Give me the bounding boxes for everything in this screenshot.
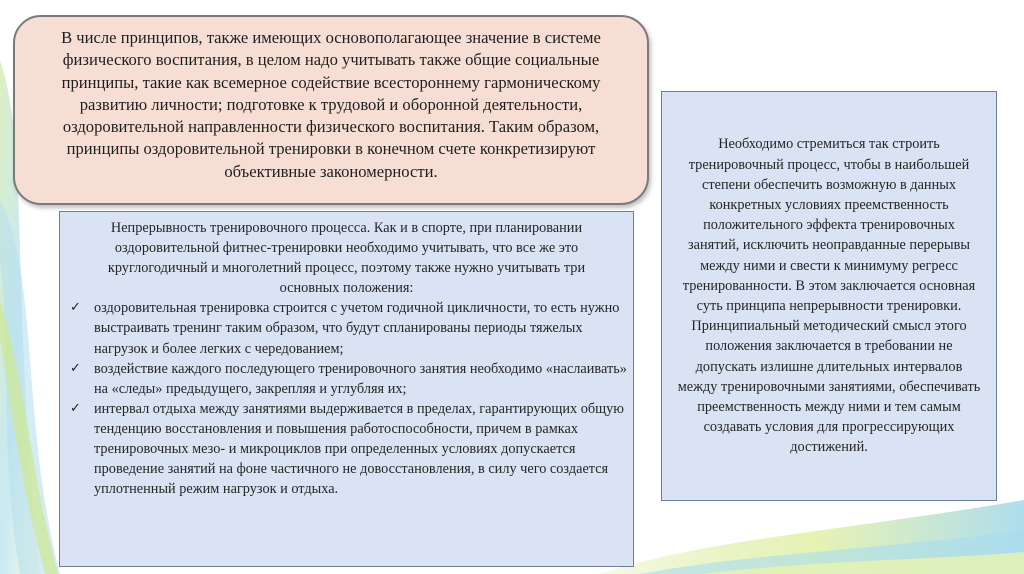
continuity-intro-text: Непрерывность тренировочного процесса. Как и в спорте, при планировании оздоровительной фитнес-тренировки необходимо учитывать, что все же это круглогодичный и многолетний процесс, поэтому также нужно учитывать три основных положения: xyxy=(107,220,586,297)
list-item xyxy=(66,359,627,399)
continuity-explanation-box xyxy=(661,91,997,501)
check-icon: ✓ xyxy=(70,360,81,376)
intro-principles-box xyxy=(13,15,649,205)
list-item xyxy=(66,399,627,499)
intro-principles-text: В числе принципов, также имеющих основополагающее значение в системе физического воспитания, в целом надо учитывать также общие социальные принципы, такие как всемерное содействие всестороннему гармоническому развитию личности; подготовке к трудовой и оборонной деятельности, оздоровительной направленности физического воспитания. Таким образом, принципы оздоровительной тренировки в конечном счете конкретизируют объективные закономерности. xyxy=(61,28,601,181)
list-item xyxy=(66,298,627,358)
check-icon: ✓ xyxy=(70,400,81,416)
continuity-principle-box xyxy=(59,211,634,567)
check-icon: ✓ xyxy=(70,300,81,316)
bullet-text: интервал отдыха между занятиями выдерживается в пределах, гарантирующих общую тенденцию восстановления и повышения работоспособности, причем в рамках тренировочных мезо- и микроциклов при определенных условиях допускается проведение занятий на фоне частичного не довосстановления, в силу чего создается уплотненный режим нагрузок и отдыха. xyxy=(94,400,624,498)
bullet-text: воздействие каждого последующего тренировочного занятия необходимо «наслаивать» на «следы» предыдущего, закрепляя и углубляя их; xyxy=(94,360,627,397)
bullet-text: оздоровительная тренировка строится с учетом годичной цикличности, то есть нужно выстраивать тренинг таким образом, что будут спланированы периоды тяжелых нагрузок и более легких с чередованием; xyxy=(94,300,620,357)
continuity-bullet-list xyxy=(66,298,627,499)
continuity-explanation-text: Необходимо стремиться так строить тренировочный процесс, чтобы в наибольшей степени обеспечить возможную в данных конкретных условиях преемственность положительного эффекта тренировочных занятий, исключить неоправданные перерывы между ними и свести к минимуму регресс тренированности. В этом заключается основная суть принципа непрерывности тренировки. Принципиальный методический смысл этого положения заключается в требовании не допускать излишне длительных интервалов между тренировочными занятиями, обеспечивать преемственность между ними и тем самым создавать условия для прогрессирующих достижений. xyxy=(677,136,981,456)
